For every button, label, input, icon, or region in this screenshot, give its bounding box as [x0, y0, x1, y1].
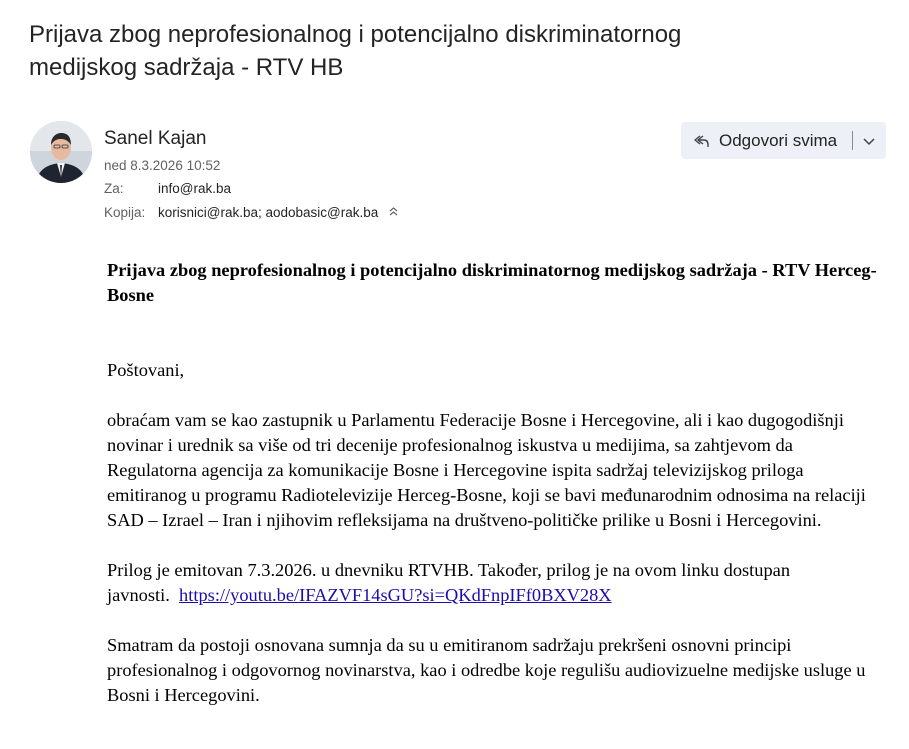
to-label: Za:	[104, 181, 124, 196]
greeting: Poštovani,	[107, 360, 185, 380]
to-recipients[interactable]: info@rak.ba	[158, 181, 231, 196]
sender-avatar[interactable]	[30, 121, 92, 183]
reply-all-button[interactable]	[681, 122, 886, 159]
paragraph-1: obraćam vam se kao zastupnik u Parlamentu Federacije Bosne i Hercegovine, ali i kao dugogodišnji novinar i urednik sa više od tri decenije profesionalnog iskustva u medijima, sa zahtjevom da Regulatorna agencija za komunikacije Bosne i Hercegovine ispita sadržaj televizijskog priloga emitiranog u programu Radiotelevizije Herceg-Bosne, koji se bavi međunarodnim odnosima na relaciji SAD – Izrael – Iran i njihovim refleksijama na društveno-političke prilike u Bosni i Hercegovini.	[107, 410, 866, 530]
paragraph-2-text: Prilog je emitovan 7.3.2026. u dnevniku RTVHB. Također, prilog je na ovom linku dostupan javnosti.	[107, 560, 791, 605]
button-divider	[852, 131, 853, 150]
reply-all-label: Odgovori svima	[719, 130, 838, 150]
cc-recipients-wrap	[158, 205, 399, 220]
cc-recipients[interactable]: korisnici@rak.ba; aodobasic@rak.ba	[158, 205, 379, 220]
sent-date: ned 8.3.2026 10:52	[104, 158, 221, 173]
sender-name[interactable]: Sanel Kajan	[104, 128, 207, 149]
cc-row	[104, 205, 379, 220]
cc-label: Kopija:	[104, 205, 146, 220]
message-title: Prijava zbog neprofesionalnog i potencijalno diskriminatornog medijskog sadržaja - RTV Herceg-Bosne	[107, 260, 877, 305]
chevron-double-up-icon[interactable]	[388, 206, 399, 220]
paragraph-3: Smatram da postoji osnovana sumnja da su u emitiranom sadržaju prekršeni osnovni principi profesionalnog i odgovornog novinarstva, kao i odredbe koje regulišu audiovizuelne medijske usluge u Bosni i Hercegovini.	[107, 635, 866, 705]
video-link[interactable]: https://youtu.be/IFAZVF14sGU?si=QKdFnpIFf0BXV28X	[179, 585, 612, 605]
reply-all-icon	[691, 131, 711, 151]
chevron-down-icon[interactable]	[858, 130, 880, 152]
to-row	[104, 181, 231, 196]
avatar-photo-icon	[30, 121, 92, 183]
paragraph-2	[107, 558, 882, 608]
message-body	[107, 258, 882, 733]
email-subject: Prijava zbog neprofesionalnog i potencijalno diskriminatornog medijskog sadržaja - RTV HB	[29, 21, 682, 81]
